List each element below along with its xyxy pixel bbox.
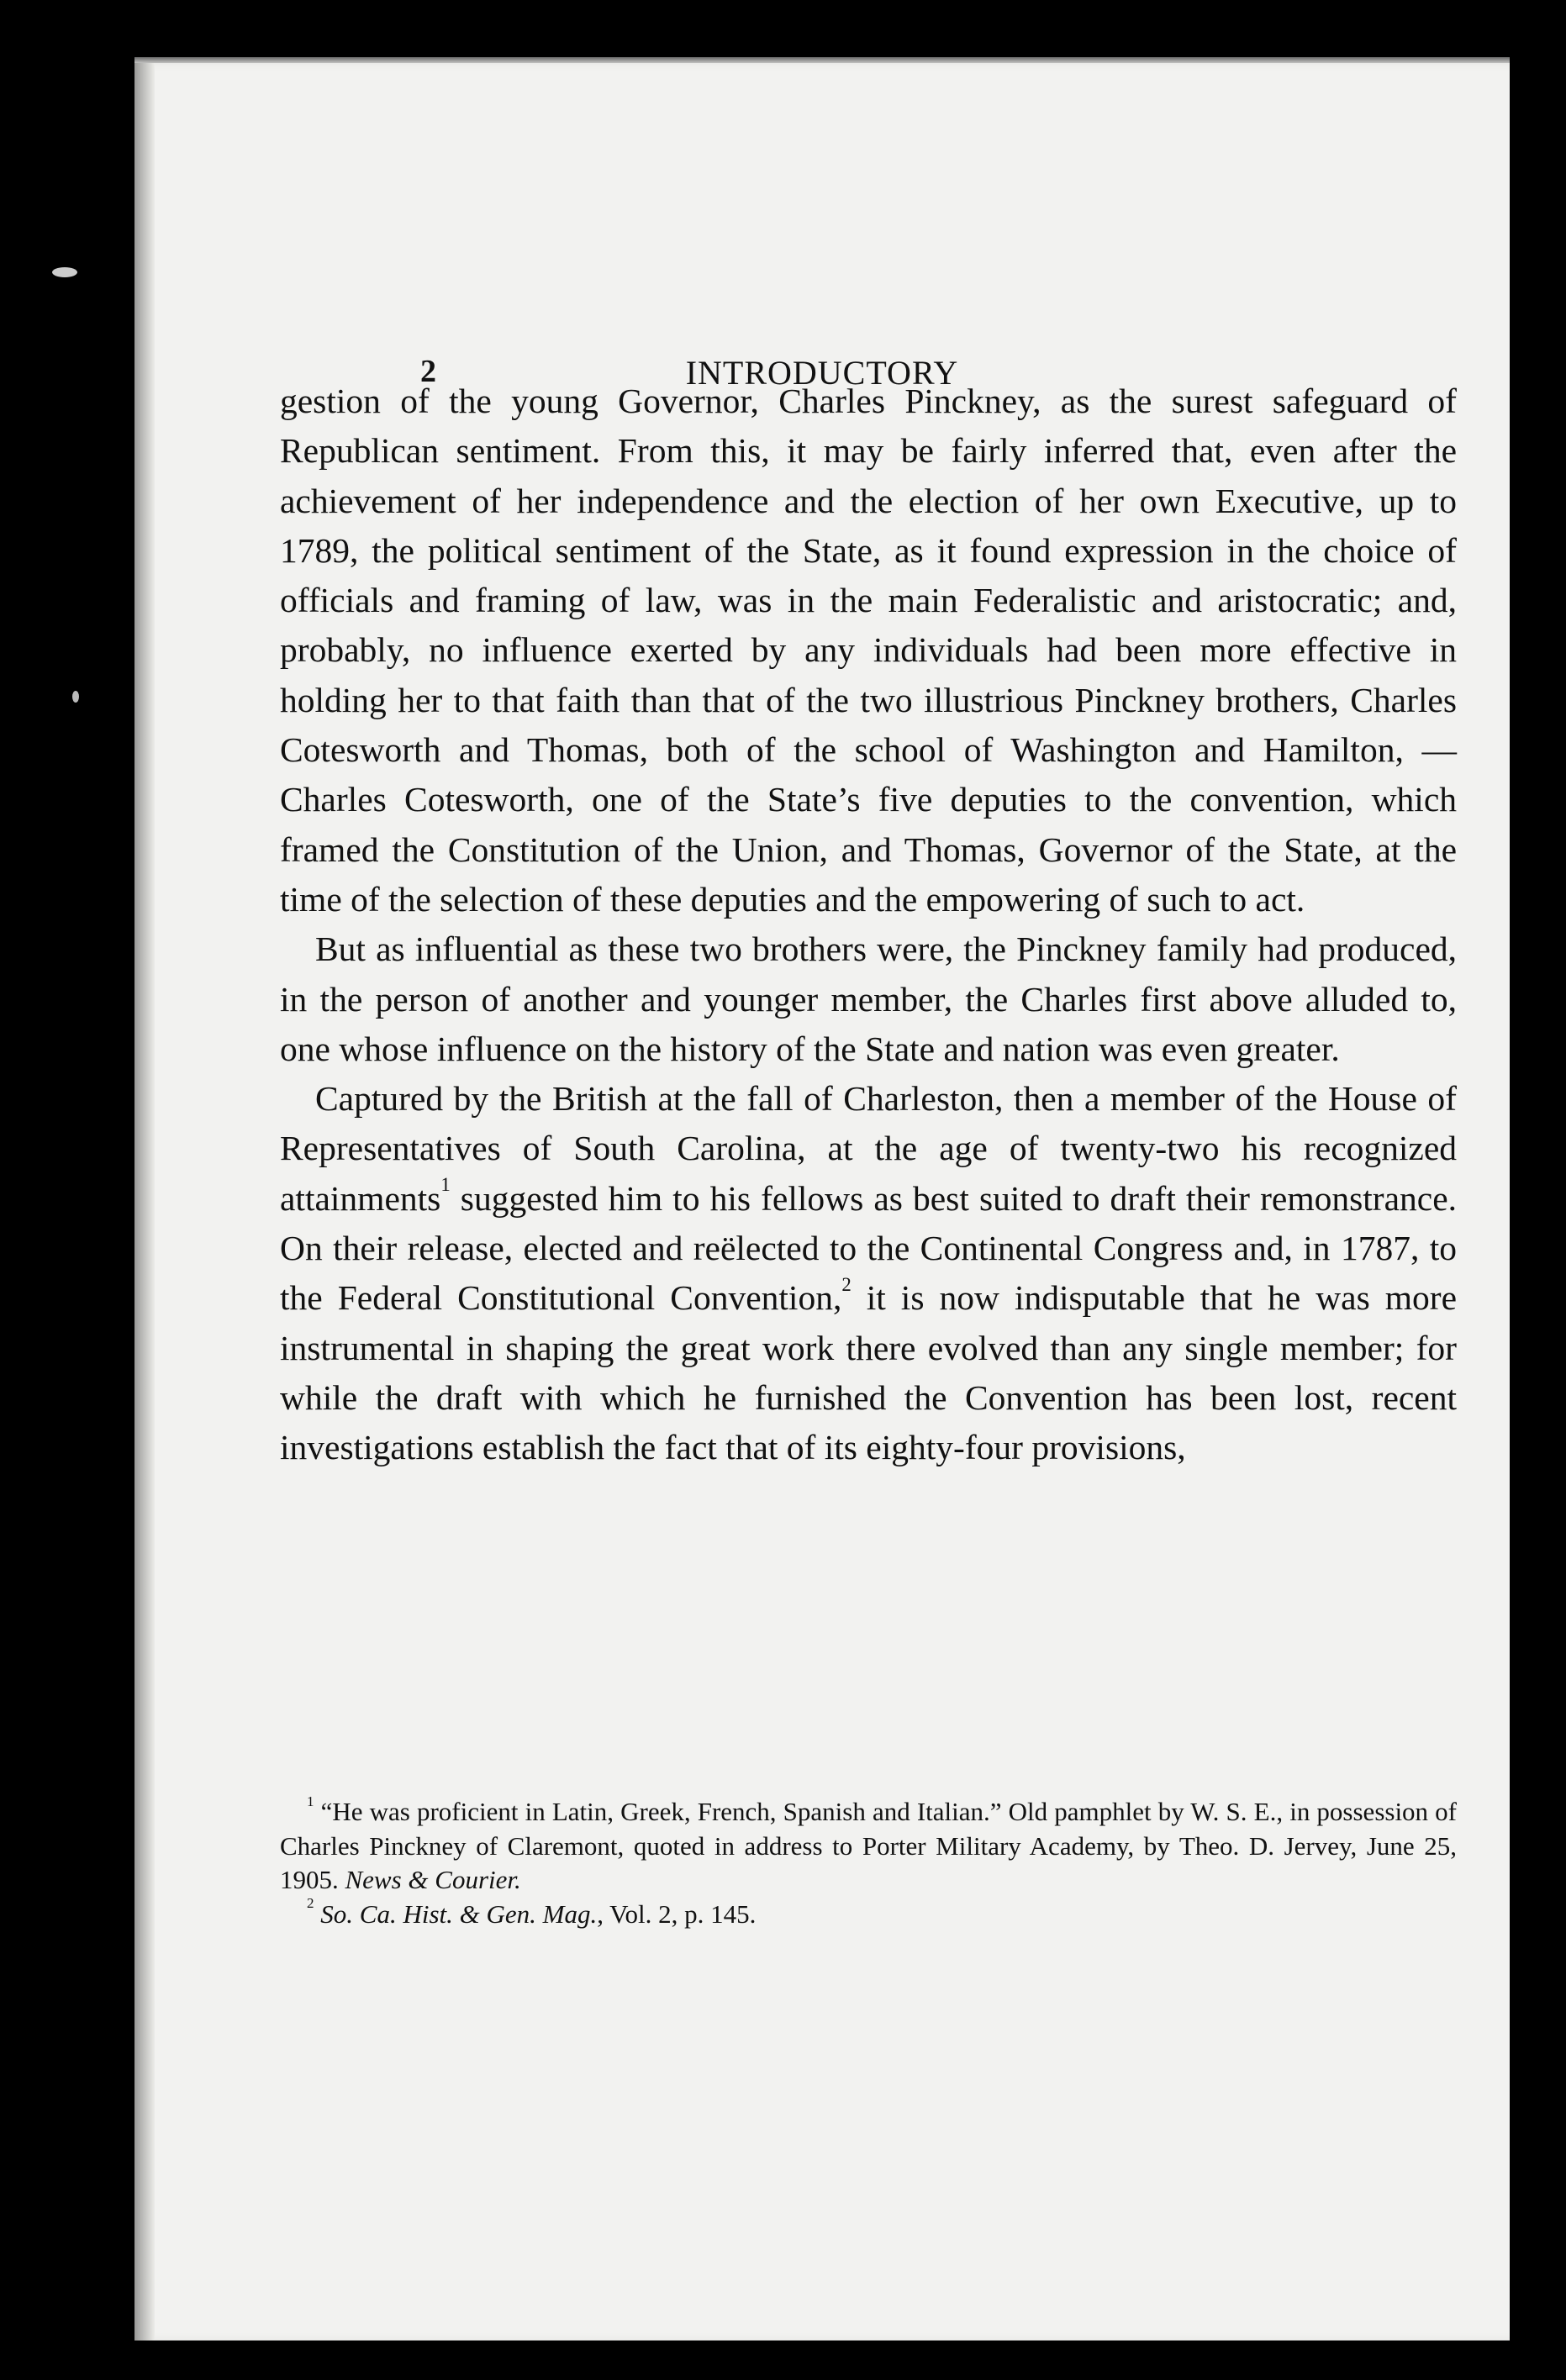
paragraph-text: Captured by the British at the fall of Charleston, then a member of the House of Representatives of South Carolina, at the age of twenty-two his recognized attainments — [280, 1079, 1457, 1218]
footnote-text: , Vol. 2, p. 145. — [597, 1898, 757, 1929]
paragraph-text: suggested him to his fellows as best suited to draft their remonstrance. On their release, elected and reëlected to the Continental Congress and, in 1787, to the Federal Constitutional Convention, — [280, 1178, 1457, 1318]
footnote-mark: 1 — [307, 1793, 314, 1809]
footnotes — [280, 1795, 1457, 1931]
paragraph: But as influential as these two brothers were, the Pinckney family had produced, in the person of another and younger member, the Charles first above alluded to, one whose influence on the history of the State and nation was even greater. — [280, 929, 1457, 1068]
paragraph-text: it is now indisputable that he was more instrumental in shaping the great work there evolved than any single member; for while the draft with which he furnished the Convention has been lost, recent investigations establish the fact that of its eighty-four provisions, — [280, 1278, 1457, 1467]
footnote-2 — [280, 1895, 1457, 1932]
running-head: INTRODUCTORY — [685, 354, 959, 392]
footnote-ref: 1 — [440, 1173, 451, 1195]
footnote-source: News & Courier. — [345, 1865, 521, 1894]
paragraph: gestion of the young Governor, Charles Pinckney, as the surest safeguard of Republican sentiment. From this, it may be fairly inferred that, even after the achievement of her independence and the election of her own Executive, up to 1789, the political sentiment of the State, as it found expression in the choice of officials and framing of law, was in the main Federalistic and aristocratic; and, probably, no influence exerted by any individuals had been more effective in holding her to that faith than that of the two illustrious Pinckney brothers, Charles Cotesworth and Thomas, both of the school of Washington and Hamilton, — Charles Cotesworth, one of the State’s five deputies to the convention, which framed the Constitution of the Union, and Thomas, Governor of the State, at the time of the selection of these deputies and the empowering of such to act. — [280, 382, 1457, 919]
page-number: 2 — [420, 354, 436, 389]
paragraph — [280, 1074, 1457, 1472]
page-gutter-shadow — [134, 63, 155, 2341]
footnote-source: So. Ca. Hist. & Gen. Mag. — [320, 1898, 598, 1929]
body-text — [280, 376, 1457, 1473]
footnote-text: “He was proficient in Latin, Greek, French, Spanish and Italian.” Old pamphlet by W. S. E., in possession of Charles Pinckney of Claremont, quoted in address to Porter Military Academy, by Theo. D. Jervey, June 25, 1905. — [280, 1797, 1457, 1894]
footnote-ref: 2 — [841, 1273, 852, 1295]
footnote-mark: 2 — [307, 1895, 314, 1912]
footnote-1 — [280, 1795, 1457, 1898]
scan-speck — [72, 691, 79, 703]
scan-speck — [52, 267, 77, 277]
